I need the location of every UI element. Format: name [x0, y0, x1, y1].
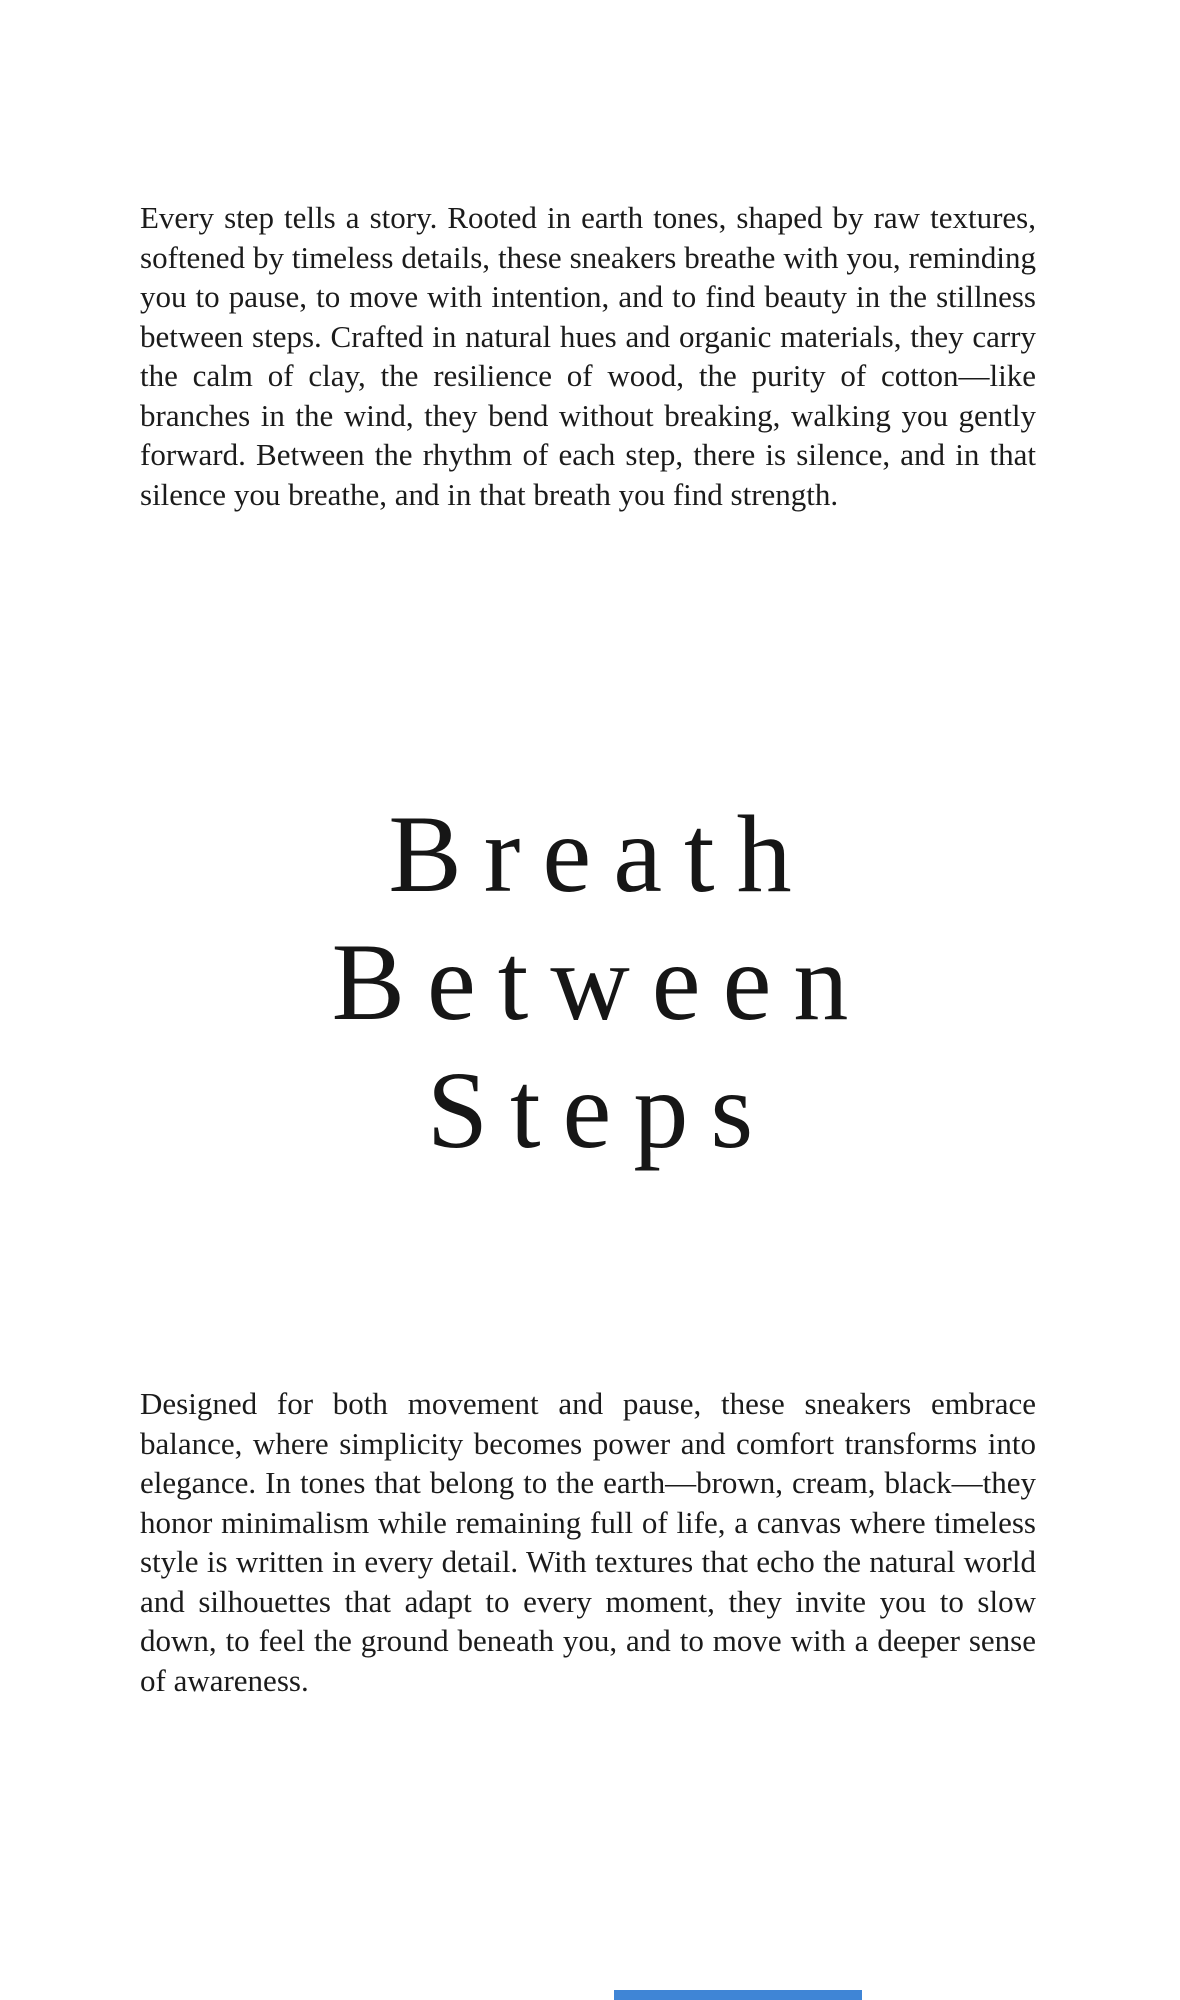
partial-bottom-button[interactable]: [614, 1990, 862, 2000]
page-title: [0, 790, 1180, 1174]
title-line-3: Steps: [426, 1049, 776, 1171]
outro-paragraph: Designed for both movement and pause, these sneakers embrace balance, where simplicity becomes power and comfort transforms into elegance. In tones that belong to the earth—brown, cream, black—they honor minimalism while remaining full of life, a canvas where timeless style is written in every detail. With textures that echo the natural world and silhouettes that adapt to every moment, they invite you to slow down, to feel the ground beneath you, and to move with a deeper sense of awareness.: [140, 1386, 1036, 1698]
title-line-1: Breath: [388, 793, 814, 915]
title-line-2: Between: [331, 921, 871, 1043]
intro-paragraph: Every step tells a story. Rooted in earth tones, shaped by raw textures, softened by timeless details, these sneakers breathe with you, reminding you to pause, to move with intention, and to find beauty in the stillness between steps. Crafted in natural hues and organic materials, they carry the calm of clay, the resilience of wood, the purity of cotton—like branches in the wind, they bend without breaking, walking you gently forward. Between the rhythm of each step, there is silence, and in that silence you breathe, and in that breath you find strength.: [140, 200, 1036, 512]
